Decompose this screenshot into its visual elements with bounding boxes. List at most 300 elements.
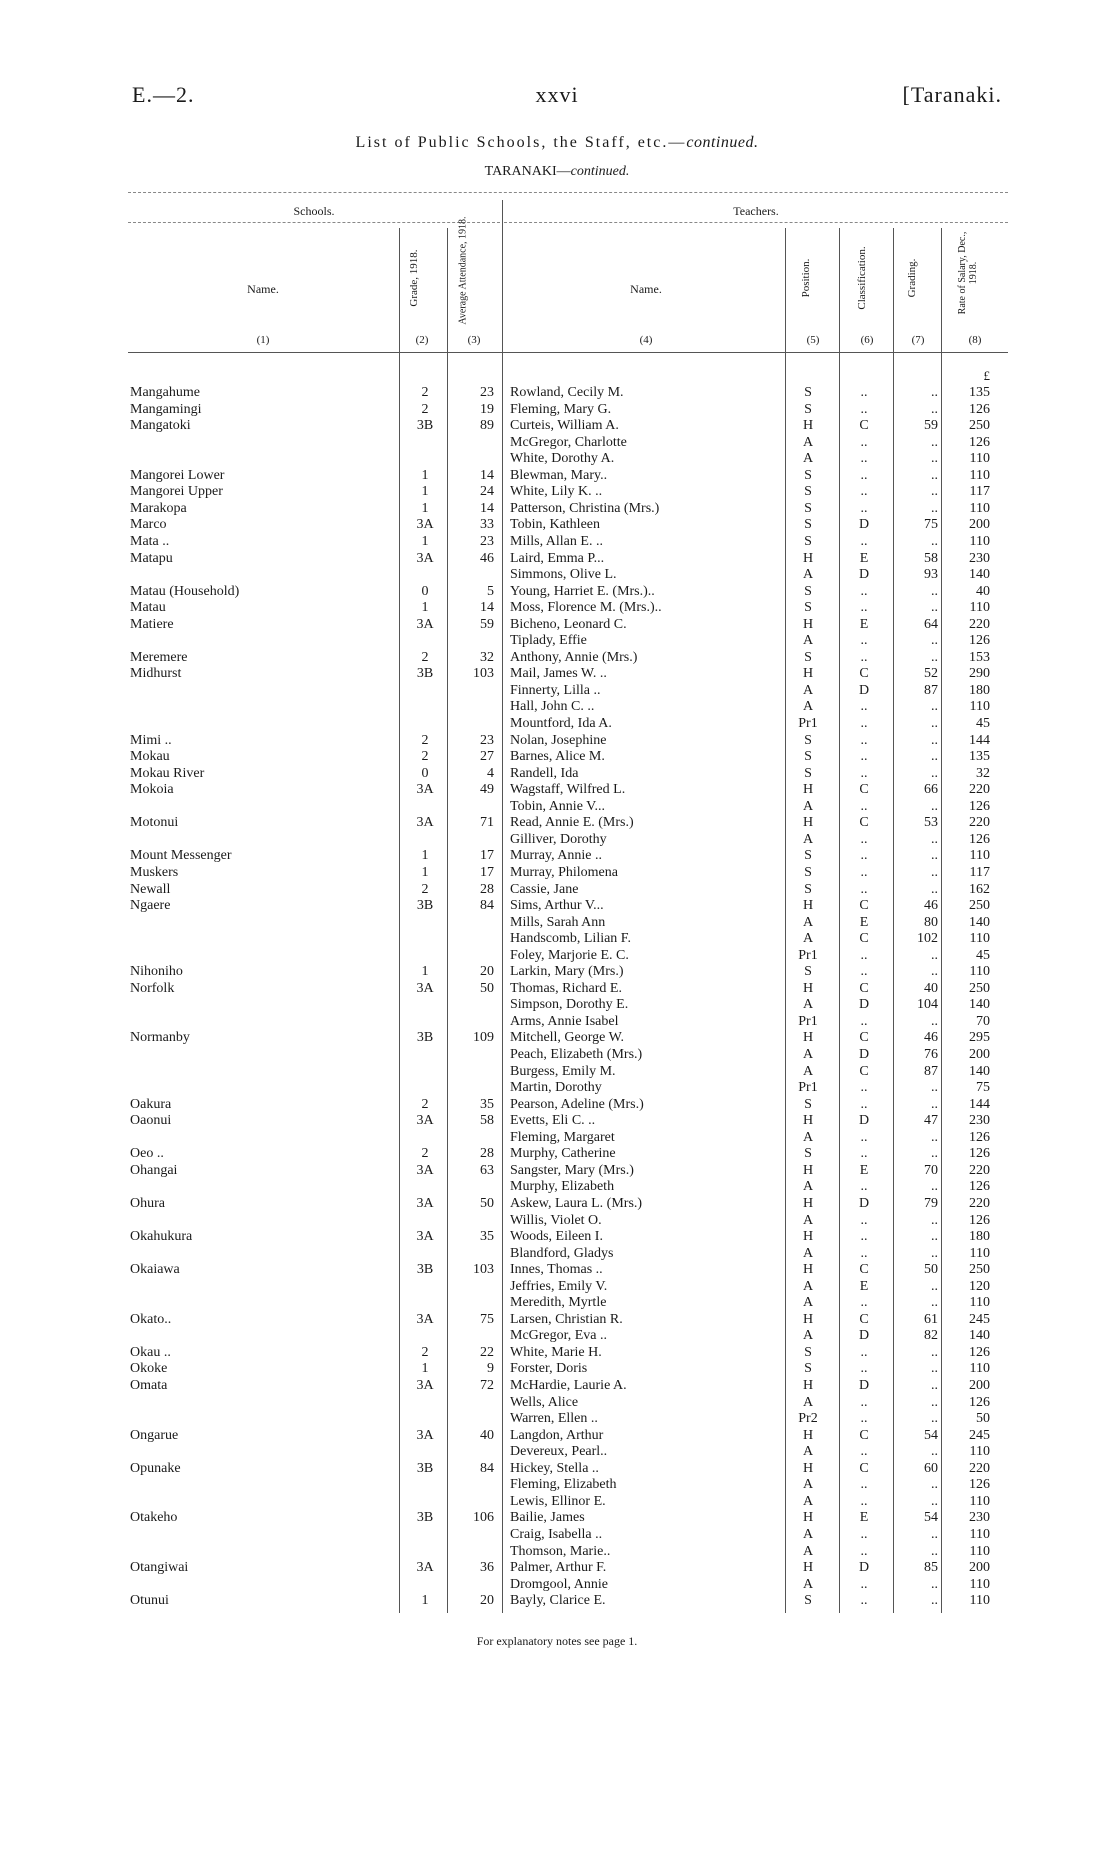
teacher-grading: .. bbox=[931, 1593, 938, 1609]
teacher-classification: .. bbox=[860, 765, 868, 781]
school-attendance: 14 bbox=[480, 500, 494, 516]
table-row bbox=[0, 798, 1114, 815]
teacher-classification: .. bbox=[860, 1212, 868, 1228]
teacher-salary: 117 bbox=[969, 484, 990, 500]
teacher-salary: 126 bbox=[969, 633, 990, 649]
teacher-classification: .. bbox=[860, 732, 868, 748]
school-name: Mangorei Lower bbox=[130, 467, 225, 483]
school-grade: 1 bbox=[421, 864, 429, 880]
table-row bbox=[0, 814, 1114, 831]
school-attendance: 19 bbox=[480, 401, 494, 417]
teacher-grading: .. bbox=[931, 1229, 938, 1245]
col-school-name: Name. bbox=[247, 282, 279, 296]
teacher-classification: .. bbox=[860, 881, 868, 897]
footer-note: For explanatory notes see page 1. bbox=[476, 1634, 638, 1648]
table-row bbox=[0, 847, 1114, 864]
teacher-salary: 40 bbox=[976, 583, 990, 599]
teacher-name: Tiplady, Effie bbox=[510, 633, 587, 649]
teacher-classification: D bbox=[858, 1378, 870, 1393]
table-row bbox=[0, 1112, 1114, 1129]
teacher-salary: 126 bbox=[969, 1344, 990, 1360]
school-name: Mokau River bbox=[130, 765, 205, 781]
teacher-classification: .. bbox=[860, 1477, 868, 1493]
teacher-position: A bbox=[802, 699, 814, 715]
teacher-position: S bbox=[804, 765, 812, 781]
teacher-name: Forster, Doris bbox=[510, 1361, 588, 1377]
col-number-7: (7) bbox=[911, 334, 925, 346]
school-name: Mount Messenger bbox=[130, 848, 232, 864]
teacher-name: Fleming, Mary G. bbox=[510, 401, 612, 417]
teacher-grading: 87 bbox=[924, 682, 938, 698]
school-attendance: 46 bbox=[480, 550, 494, 566]
col-classification: Classification. bbox=[856, 246, 868, 310]
teacher-grading: .. bbox=[931, 749, 938, 765]
teacher-classification: .. bbox=[860, 484, 868, 500]
teacher-grading: .. bbox=[931, 732, 938, 748]
school-name: Okahukura bbox=[130, 1229, 193, 1245]
teacher-classification: .. bbox=[860, 1080, 868, 1096]
table-row bbox=[0, 1129, 1114, 1146]
school-name: Oaonui bbox=[130, 1113, 172, 1129]
teacher-position: S bbox=[804, 732, 812, 748]
school-name: Norfolk bbox=[130, 980, 175, 996]
teacher-classification: .. bbox=[860, 1096, 868, 1112]
page-subtitle-main: TARANAKI— bbox=[484, 164, 571, 179]
teacher-name: Sangster, Mary (Mrs.) bbox=[510, 1162, 634, 1178]
teacher-salary: 110 bbox=[969, 1593, 990, 1609]
teacher-name: Evetts, Eli C. .. bbox=[510, 1113, 596, 1129]
school-grade: 2 bbox=[421, 732, 429, 748]
teacher-grading: 50 bbox=[924, 1262, 938, 1278]
teacher-name: Mitchell, George W. bbox=[510, 1030, 625, 1046]
teacher-position: S bbox=[804, 467, 812, 483]
school-grade: 2 bbox=[421, 649, 429, 665]
table-row bbox=[0, 1311, 1114, 1328]
page-region: [Taranaki. bbox=[902, 82, 1002, 107]
teacher-name: Patterson, Christina (Mrs.) bbox=[510, 500, 660, 516]
school-attendance: 109 bbox=[473, 1030, 494, 1046]
table-row bbox=[0, 483, 1114, 500]
teacher-salary: 45 bbox=[976, 716, 990, 731]
teacher-name: Read, Annie E. (Mrs.) bbox=[510, 815, 634, 831]
teacher-grading: .. bbox=[931, 484, 938, 500]
teacher-name: Devereux, Pearl.. bbox=[510, 1444, 608, 1460]
teacher-salary: 200 bbox=[969, 1560, 990, 1576]
school-name: Otunui bbox=[130, 1593, 169, 1609]
teacher-grading: .. bbox=[931, 699, 938, 715]
teacher-salary: 126 bbox=[969, 1179, 990, 1195]
teacher-name: Hall, John C. .. bbox=[510, 699, 595, 715]
teacher-name: Sims, Arthur V... bbox=[510, 898, 604, 914]
school-attendance: 84 bbox=[480, 1460, 494, 1476]
school-grade: 1 bbox=[421, 1593, 429, 1609]
teacher-grading: .. bbox=[931, 831, 938, 847]
teacher-grading: 60 bbox=[924, 1460, 938, 1476]
school-name: Marakopa bbox=[130, 500, 187, 516]
teacher-grading: 66 bbox=[924, 782, 938, 798]
school-grade: 2 bbox=[421, 881, 429, 897]
teacher-classification: D bbox=[858, 1560, 870, 1576]
school-attendance: 89 bbox=[480, 418, 494, 434]
teacher-position: S bbox=[804, 484, 812, 500]
teacher-grading: 104 bbox=[917, 997, 938, 1013]
teacher-name: Dromgool, Annie bbox=[510, 1576, 608, 1592]
school-attendance: 35 bbox=[480, 1096, 494, 1112]
teacher-position: A bbox=[802, 1477, 814, 1493]
school-grade: 0 bbox=[421, 583, 429, 599]
school-name: Okato.. bbox=[130, 1311, 172, 1327]
teacher-name: Jeffries, Emily V. bbox=[510, 1278, 608, 1294]
table-row bbox=[0, 434, 1114, 451]
teacher-salary: 144 bbox=[969, 732, 990, 748]
teacher-grading: .. bbox=[931, 1378, 938, 1393]
teacher-grading: 64 bbox=[924, 616, 938, 632]
teacher-position: S bbox=[804, 964, 812, 980]
teacher-position: A bbox=[802, 1444, 814, 1460]
teacher-grading: .. bbox=[931, 533, 938, 549]
teacher-classification: .. bbox=[860, 848, 868, 864]
col-salary: Rate of Salary, Dec., 1918. bbox=[957, 231, 979, 315]
teacher-classification: D bbox=[858, 517, 870, 533]
school-name: Ongarue bbox=[130, 1427, 179, 1443]
school-attendance: 23 bbox=[480, 533, 494, 549]
teacher-classification: .. bbox=[860, 533, 868, 549]
school-name: Omata bbox=[130, 1378, 168, 1393]
school-attendance: 23 bbox=[480, 385, 494, 400]
school-name: Midhurst bbox=[130, 666, 182, 682]
currency-symbol: £ bbox=[983, 368, 990, 383]
school-grade: 1 bbox=[421, 484, 429, 500]
teacher-grading: 54 bbox=[924, 1427, 938, 1443]
teacher-classification: C bbox=[859, 1030, 869, 1046]
teacher-name: Craig, Isabella .. bbox=[510, 1526, 603, 1542]
teacher-name: Fleming, Margaret bbox=[510, 1129, 615, 1145]
school-grade: 2 bbox=[421, 385, 429, 400]
teacher-grading: .. bbox=[931, 1526, 938, 1542]
teacher-position: S bbox=[804, 517, 812, 533]
table-row bbox=[0, 1327, 1114, 1344]
teacher-grading: .. bbox=[931, 434, 938, 450]
school-name: Mangatoki bbox=[130, 418, 191, 434]
table-row bbox=[0, 1427, 1114, 1444]
teacher-salary: 110 bbox=[969, 1543, 990, 1559]
page-number: xxvi bbox=[535, 82, 579, 107]
school-grade: 3A bbox=[416, 782, 434, 798]
teacher-name: Fleming, Elizabeth bbox=[510, 1477, 617, 1493]
table-row bbox=[0, 963, 1114, 980]
school-attendance: 35 bbox=[480, 1229, 494, 1245]
school-grade: 1 bbox=[421, 964, 429, 980]
teacher-grading: 75 bbox=[924, 517, 938, 533]
teacher-name: McGregor, Charlotte bbox=[510, 434, 627, 450]
school-attendance: 36 bbox=[480, 1560, 494, 1576]
teacher-position: S bbox=[804, 1344, 812, 1360]
teacher-classification: D bbox=[858, 1047, 870, 1062]
school-grade: 3A bbox=[416, 1113, 434, 1129]
school-grade: 1 bbox=[421, 848, 429, 864]
school-grade: 1 bbox=[421, 500, 429, 516]
teacher-salary: 110 bbox=[969, 1361, 990, 1377]
table-row bbox=[0, 914, 1114, 931]
teacher-salary: 200 bbox=[969, 1378, 990, 1393]
teacher-grading: 40 bbox=[924, 980, 938, 996]
school-attendance: 50 bbox=[480, 1195, 494, 1211]
teacher-classification: .. bbox=[860, 467, 868, 483]
teacher-position: H bbox=[802, 616, 814, 632]
table-row bbox=[0, 583, 1114, 600]
teacher-classification: .. bbox=[860, 798, 868, 814]
teacher-salary: 140 bbox=[969, 914, 990, 930]
teacher-salary: 110 bbox=[969, 699, 990, 715]
teacher-salary: 126 bbox=[969, 831, 990, 847]
col-number-4: (4) bbox=[639, 334, 653, 346]
teacher-classification: D bbox=[858, 1328, 870, 1344]
table-row bbox=[0, 1096, 1114, 1113]
school-grade: 2 bbox=[421, 401, 429, 417]
teacher-grading: .. bbox=[931, 798, 938, 814]
teacher-salary: 126 bbox=[969, 798, 990, 814]
school-name: Mimi .. bbox=[130, 732, 172, 748]
school-name: Mokoia bbox=[130, 782, 174, 798]
table-row bbox=[0, 732, 1114, 749]
teacher-classification: .. bbox=[860, 1493, 868, 1509]
table-row bbox=[0, 947, 1114, 964]
teacher-classification: E bbox=[859, 550, 869, 566]
school-attendance: 103 bbox=[473, 1262, 494, 1278]
teacher-classification: .. bbox=[860, 1229, 868, 1245]
teacher-name: Anthony, Annie (Mrs.) bbox=[510, 649, 638, 665]
school-grade: 3B bbox=[416, 898, 434, 914]
teacher-name: Blandford, Gladys bbox=[510, 1245, 614, 1261]
table-row bbox=[0, 996, 1114, 1013]
teacher-salary: 220 bbox=[969, 782, 990, 798]
teacher-name: Murphy, Catherine bbox=[510, 1146, 616, 1162]
school-grade: 3A bbox=[416, 517, 434, 533]
teacher-position: A bbox=[802, 1328, 814, 1344]
teacher-position: S bbox=[804, 848, 812, 864]
teacher-name: Nolan, Josephine bbox=[510, 732, 607, 748]
teacher-grading: 80 bbox=[924, 914, 938, 930]
teacher-grading: .. bbox=[931, 765, 938, 781]
col-number-1: (1) bbox=[256, 334, 270, 346]
col-teacher-name: Name. bbox=[630, 282, 662, 296]
teacher-salary: 126 bbox=[969, 1212, 990, 1228]
teacher-grading: .. bbox=[931, 451, 938, 467]
school-grade: 3B bbox=[416, 1510, 434, 1526]
table-row bbox=[0, 665, 1114, 682]
teacher-salary: 245 bbox=[969, 1311, 990, 1327]
teacher-salary: 110 bbox=[969, 467, 990, 483]
col-attendance: Average Attendance, 1918. bbox=[457, 216, 469, 325]
school-attendance: 75 bbox=[480, 1311, 494, 1327]
teacher-position: A bbox=[802, 1129, 814, 1145]
school-name: Otangiwai bbox=[130, 1560, 189, 1576]
school-attendance: 17 bbox=[480, 864, 494, 880]
teacher-position: H bbox=[802, 1162, 814, 1178]
table-row bbox=[0, 649, 1114, 666]
teacher-salary: 290 bbox=[969, 666, 990, 682]
col-grade: Grade, 1918. bbox=[408, 249, 420, 307]
school-name: Normanby bbox=[130, 1030, 190, 1046]
teacher-salary: 126 bbox=[969, 401, 990, 417]
teacher-classification: D bbox=[858, 567, 870, 583]
teacher-position: S bbox=[804, 649, 812, 665]
school-grade: 3A bbox=[416, 980, 434, 996]
teacher-grading: .. bbox=[931, 1129, 938, 1145]
teacher-classification: E bbox=[859, 1278, 869, 1294]
school-name: Opunake bbox=[130, 1460, 181, 1476]
teacher-grading: .. bbox=[931, 649, 938, 665]
teacher-name: Laird, Emma P... bbox=[510, 550, 605, 566]
school-name: Mata .. bbox=[130, 533, 170, 549]
teacher-salary: 45 bbox=[976, 947, 990, 963]
teacher-salary: 245 bbox=[969, 1427, 990, 1443]
teacher-position: Pr1 bbox=[798, 716, 818, 731]
teacher-classification: E bbox=[859, 1162, 869, 1178]
teacher-position: H bbox=[802, 1229, 814, 1245]
teacher-grading: .. bbox=[931, 1543, 938, 1559]
teacher-salary: 110 bbox=[969, 1493, 990, 1509]
teacher-salary: 220 bbox=[969, 815, 990, 831]
teacher-position: A bbox=[802, 997, 814, 1013]
teacher-salary: 250 bbox=[969, 1262, 990, 1278]
teacher-salary: 110 bbox=[969, 848, 990, 864]
teacher-grading: .. bbox=[931, 964, 938, 980]
teacher-position: A bbox=[802, 914, 814, 930]
teacher-position: A bbox=[802, 798, 814, 814]
teacher-name: Woods, Eileen I. bbox=[510, 1229, 603, 1245]
teacher-grading: .. bbox=[931, 716, 938, 731]
teacher-grading: .. bbox=[931, 600, 938, 616]
school-grade: 2 bbox=[421, 749, 429, 765]
teacher-salary: 140 bbox=[969, 1063, 990, 1079]
school-grade: 2 bbox=[421, 1344, 429, 1360]
school-name: Muskers bbox=[130, 864, 179, 880]
table-row bbox=[0, 698, 1114, 715]
teacher-name: Bicheno, Leonard C. bbox=[510, 616, 627, 632]
table-row bbox=[0, 682, 1114, 699]
table-row bbox=[0, 864, 1114, 881]
teacher-position: H bbox=[802, 1262, 814, 1278]
teacher-salary: 220 bbox=[969, 1460, 990, 1476]
table-row bbox=[0, 980, 1114, 997]
teacher-grading: .. bbox=[931, 1146, 938, 1162]
teacher-classification: .. bbox=[860, 699, 868, 715]
teacher-name: Young, Harriet E. (Mrs.).. bbox=[510, 583, 655, 599]
teacher-position: A bbox=[802, 931, 814, 947]
school-attendance: 32 bbox=[480, 649, 494, 665]
teacher-grading: .. bbox=[931, 848, 938, 864]
teacher-grading: .. bbox=[931, 633, 938, 649]
col-number-2: (2) bbox=[415, 334, 429, 346]
school-name: Nihoniho bbox=[130, 964, 183, 980]
teacher-classification: C bbox=[859, 815, 869, 831]
teacher-grading: 85 bbox=[924, 1560, 938, 1576]
table-row bbox=[0, 1228, 1114, 1245]
school-attendance: 28 bbox=[480, 1146, 494, 1162]
table-row bbox=[0, 1013, 1114, 1030]
teacher-name: Hickey, Stella .. bbox=[510, 1460, 599, 1476]
teacher-salary: 126 bbox=[969, 1146, 990, 1162]
teacher-position: S bbox=[804, 1593, 812, 1609]
table-row bbox=[0, 1543, 1114, 1560]
teacher-position: A bbox=[802, 1543, 814, 1559]
teacher-classification: E bbox=[859, 914, 869, 930]
teacher-salary: 110 bbox=[969, 964, 990, 980]
group-schools: Schools. bbox=[293, 204, 335, 218]
teacher-position: A bbox=[802, 1278, 814, 1294]
page-series-code: E.—2. bbox=[132, 82, 195, 107]
teacher-classification: .. bbox=[860, 1344, 868, 1360]
teacher-name: Cassie, Jane bbox=[510, 881, 579, 897]
teacher-grading: .. bbox=[931, 1411, 938, 1427]
school-grade: 2 bbox=[421, 1146, 429, 1162]
table-row bbox=[0, 1559, 1114, 1576]
school-attendance: 9 bbox=[487, 1361, 494, 1377]
teacher-classification: .. bbox=[860, 1295, 868, 1311]
teacher-salary: 110 bbox=[969, 500, 990, 516]
table-row bbox=[0, 450, 1114, 467]
table-row bbox=[0, 1443, 1114, 1460]
table-row bbox=[0, 566, 1114, 583]
table-row bbox=[0, 1526, 1114, 1543]
school-name: Newall bbox=[130, 881, 171, 897]
teacher-salary: 110 bbox=[969, 1444, 990, 1460]
table-row bbox=[0, 1029, 1114, 1046]
teacher-name: White, Dorothy A. bbox=[510, 451, 615, 467]
group-teachers: Teachers. bbox=[733, 204, 779, 218]
table-row bbox=[0, 1178, 1114, 1195]
teacher-position: S bbox=[804, 864, 812, 880]
teacher-position: H bbox=[802, 666, 814, 682]
table-row bbox=[0, 401, 1114, 418]
page-title-suffix: continued. bbox=[686, 134, 759, 151]
school-attendance: 63 bbox=[480, 1162, 494, 1178]
teacher-classification: .. bbox=[860, 1543, 868, 1559]
table-row bbox=[0, 467, 1114, 484]
teacher-name: Arms, Annie Isabel bbox=[510, 1013, 619, 1029]
school-grade: 3A bbox=[416, 1311, 434, 1327]
teacher-classification: .. bbox=[860, 864, 868, 880]
school-name: Okau .. bbox=[130, 1344, 171, 1360]
teacher-classification: .. bbox=[860, 633, 868, 649]
table-row bbox=[0, 1294, 1114, 1311]
school-grade: 3A bbox=[416, 1162, 434, 1178]
teacher-name: Wagstaff, Wilfred L. bbox=[510, 782, 626, 798]
teacher-classification: C bbox=[859, 1262, 869, 1278]
page-title-main: List of Public Schools, the Staff, etc.— bbox=[355, 134, 687, 151]
teacher-name: Burgess, Emily M. bbox=[510, 1063, 616, 1079]
teacher-salary: 110 bbox=[969, 533, 990, 549]
teacher-name: Larkin, Mary (Mrs.) bbox=[510, 964, 624, 980]
teacher-grading: .. bbox=[931, 1013, 938, 1029]
teacher-classification: .. bbox=[860, 451, 868, 467]
school-attendance: 33 bbox=[480, 517, 494, 533]
school-name: Okaiawa bbox=[130, 1262, 180, 1278]
col-number-5: (5) bbox=[806, 334, 820, 346]
teacher-grading: .. bbox=[931, 864, 938, 880]
teacher-position: H bbox=[802, 1311, 814, 1327]
teacher-position: H bbox=[802, 418, 814, 434]
school-grade: 1 bbox=[421, 1361, 429, 1377]
teacher-position: A bbox=[802, 682, 814, 698]
school-name: Mangamingi bbox=[130, 401, 202, 417]
school-grade: 3B bbox=[416, 1262, 434, 1278]
school-grade: 3A bbox=[416, 1427, 434, 1443]
school-attendance: 106 bbox=[473, 1510, 494, 1526]
teacher-salary: 180 bbox=[969, 1229, 990, 1245]
school-name: Ohura bbox=[130, 1195, 165, 1211]
